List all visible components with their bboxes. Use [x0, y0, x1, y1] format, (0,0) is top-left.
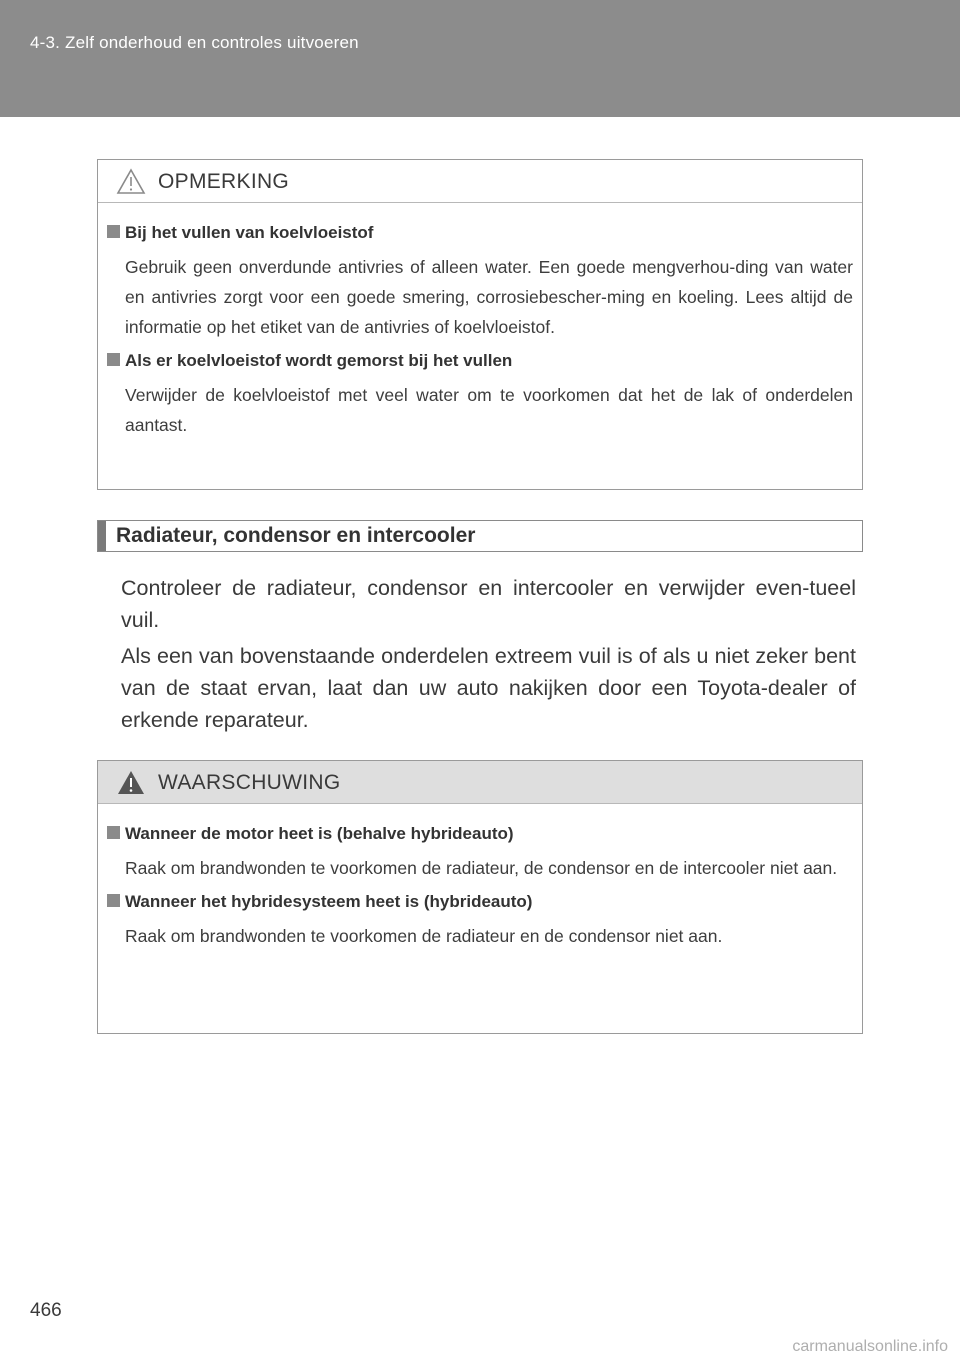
warning-item-heading: Wanneer de motor heet is (behalve hybrideauto): [98, 824, 862, 844]
page-number: 466: [30, 1300, 62, 1321]
square-bullet-icon: [107, 225, 120, 238]
notice-item-heading: Als er koelvloeistof wordt gemorst bij het vullen: [98, 351, 862, 371]
section-heading-bar: [97, 520, 863, 552]
notice-item-heading: Bij het vullen van koelvloeistof: [98, 223, 862, 243]
notice-box: [97, 159, 863, 490]
square-bullet-icon: [107, 826, 120, 839]
notice-item-text: Verwijder de koelvloeistof met veel water om te voorkomen dat het de lak of onderdelen aantast.: [125, 385, 853, 435]
notice-title: OPMERKING: [158, 170, 290, 193]
caution-outline-icon: [116, 168, 146, 195]
square-bullet-icon: [107, 894, 120, 907]
notice-item-text: Gebruik geen onverdunde antivries of alleen water. Een goede mengverhou-ding van water en antivries zorgt voor een goede smering, corrosiebescher-ming en koeling. Lees altijd de informatie op het etiket van de antivries of koelvloeistof.: [125, 257, 853, 337]
section-breadcrumb: 4-3. Zelf onderhoud en controles uitvoeren: [30, 33, 359, 52]
watermark: carmanualsonline.info: [792, 1338, 948, 1355]
warning-item-text: Raak om brandwonden te voorkomen de radiateur, de condensor en de intercooler niet aan.: [125, 858, 838, 878]
warning-box-header: [98, 761, 862, 804]
header-band: [0, 0, 960, 117]
section-paragraph: Als een van bovenstaande onderdelen extreem vuil is of als u niet zeker bent van de staat ervan, laat dan uw auto nakijken door een Toyota-dealer of erkende reparateur.: [121, 644, 856, 732]
notice-box-header: [98, 160, 862, 203]
square-bullet-icon: [107, 353, 120, 366]
section-accent: [98, 521, 106, 551]
warning-item-heading: Wanneer het hybridesysteem heet is (hybrideauto): [98, 892, 862, 912]
warning-triangle-icon: [116, 769, 146, 796]
warning-item-text: Raak om brandwonden te voorkomen de radiateur en de condensor niet aan.: [125, 926, 723, 946]
section-title: Radiateur, condensor en intercooler: [116, 524, 476, 547]
warning-title: WAARSCHUWING: [158, 771, 341, 794]
warning-box: [97, 760, 863, 1034]
section-paragraph: Controleer de radiateur, condensor en intercooler en verwijder even-tueel vuil.: [121, 576, 856, 632]
